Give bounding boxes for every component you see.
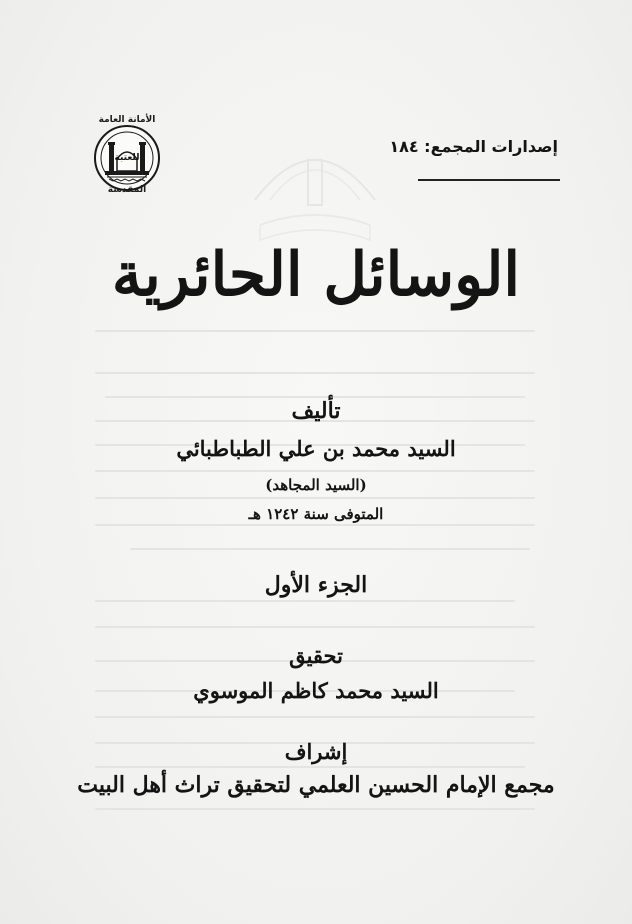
series-number: إصدارات المجمع: ١٨٤: [389, 137, 558, 156]
watermark-emblem: [240, 130, 390, 250]
editor-label: تحقيق: [289, 643, 343, 668]
author-label: تأليف: [291, 398, 341, 424]
institution-seal: [93, 115, 161, 201]
book-title: الوسائل الحائرية: [111, 240, 521, 310]
seal-bottom-text: المقدسة: [107, 185, 147, 195]
seal-top-text: الأمانة العامة: [98, 115, 156, 125]
author-death-year: المتوفى سنة ١٢٤٢ هـ: [248, 505, 384, 523]
supervision-label: إشراف: [284, 739, 348, 764]
volume-label: الجزء الأول: [264, 572, 368, 598]
seal-center-text: للعتبة: [114, 153, 140, 163]
supervisor-name: مجمع الإمام الحسين العلمي لتحقيق تراث أهل البيت: [77, 772, 555, 798]
editor-name: السيد محمد كاظم الموسوي: [193, 678, 439, 703]
author-epithet: (السيد المجاهد): [265, 476, 367, 494]
series-underline: [418, 179, 560, 181]
author-name: السيد محمد بن علي الطباطبائي: [176, 436, 456, 461]
